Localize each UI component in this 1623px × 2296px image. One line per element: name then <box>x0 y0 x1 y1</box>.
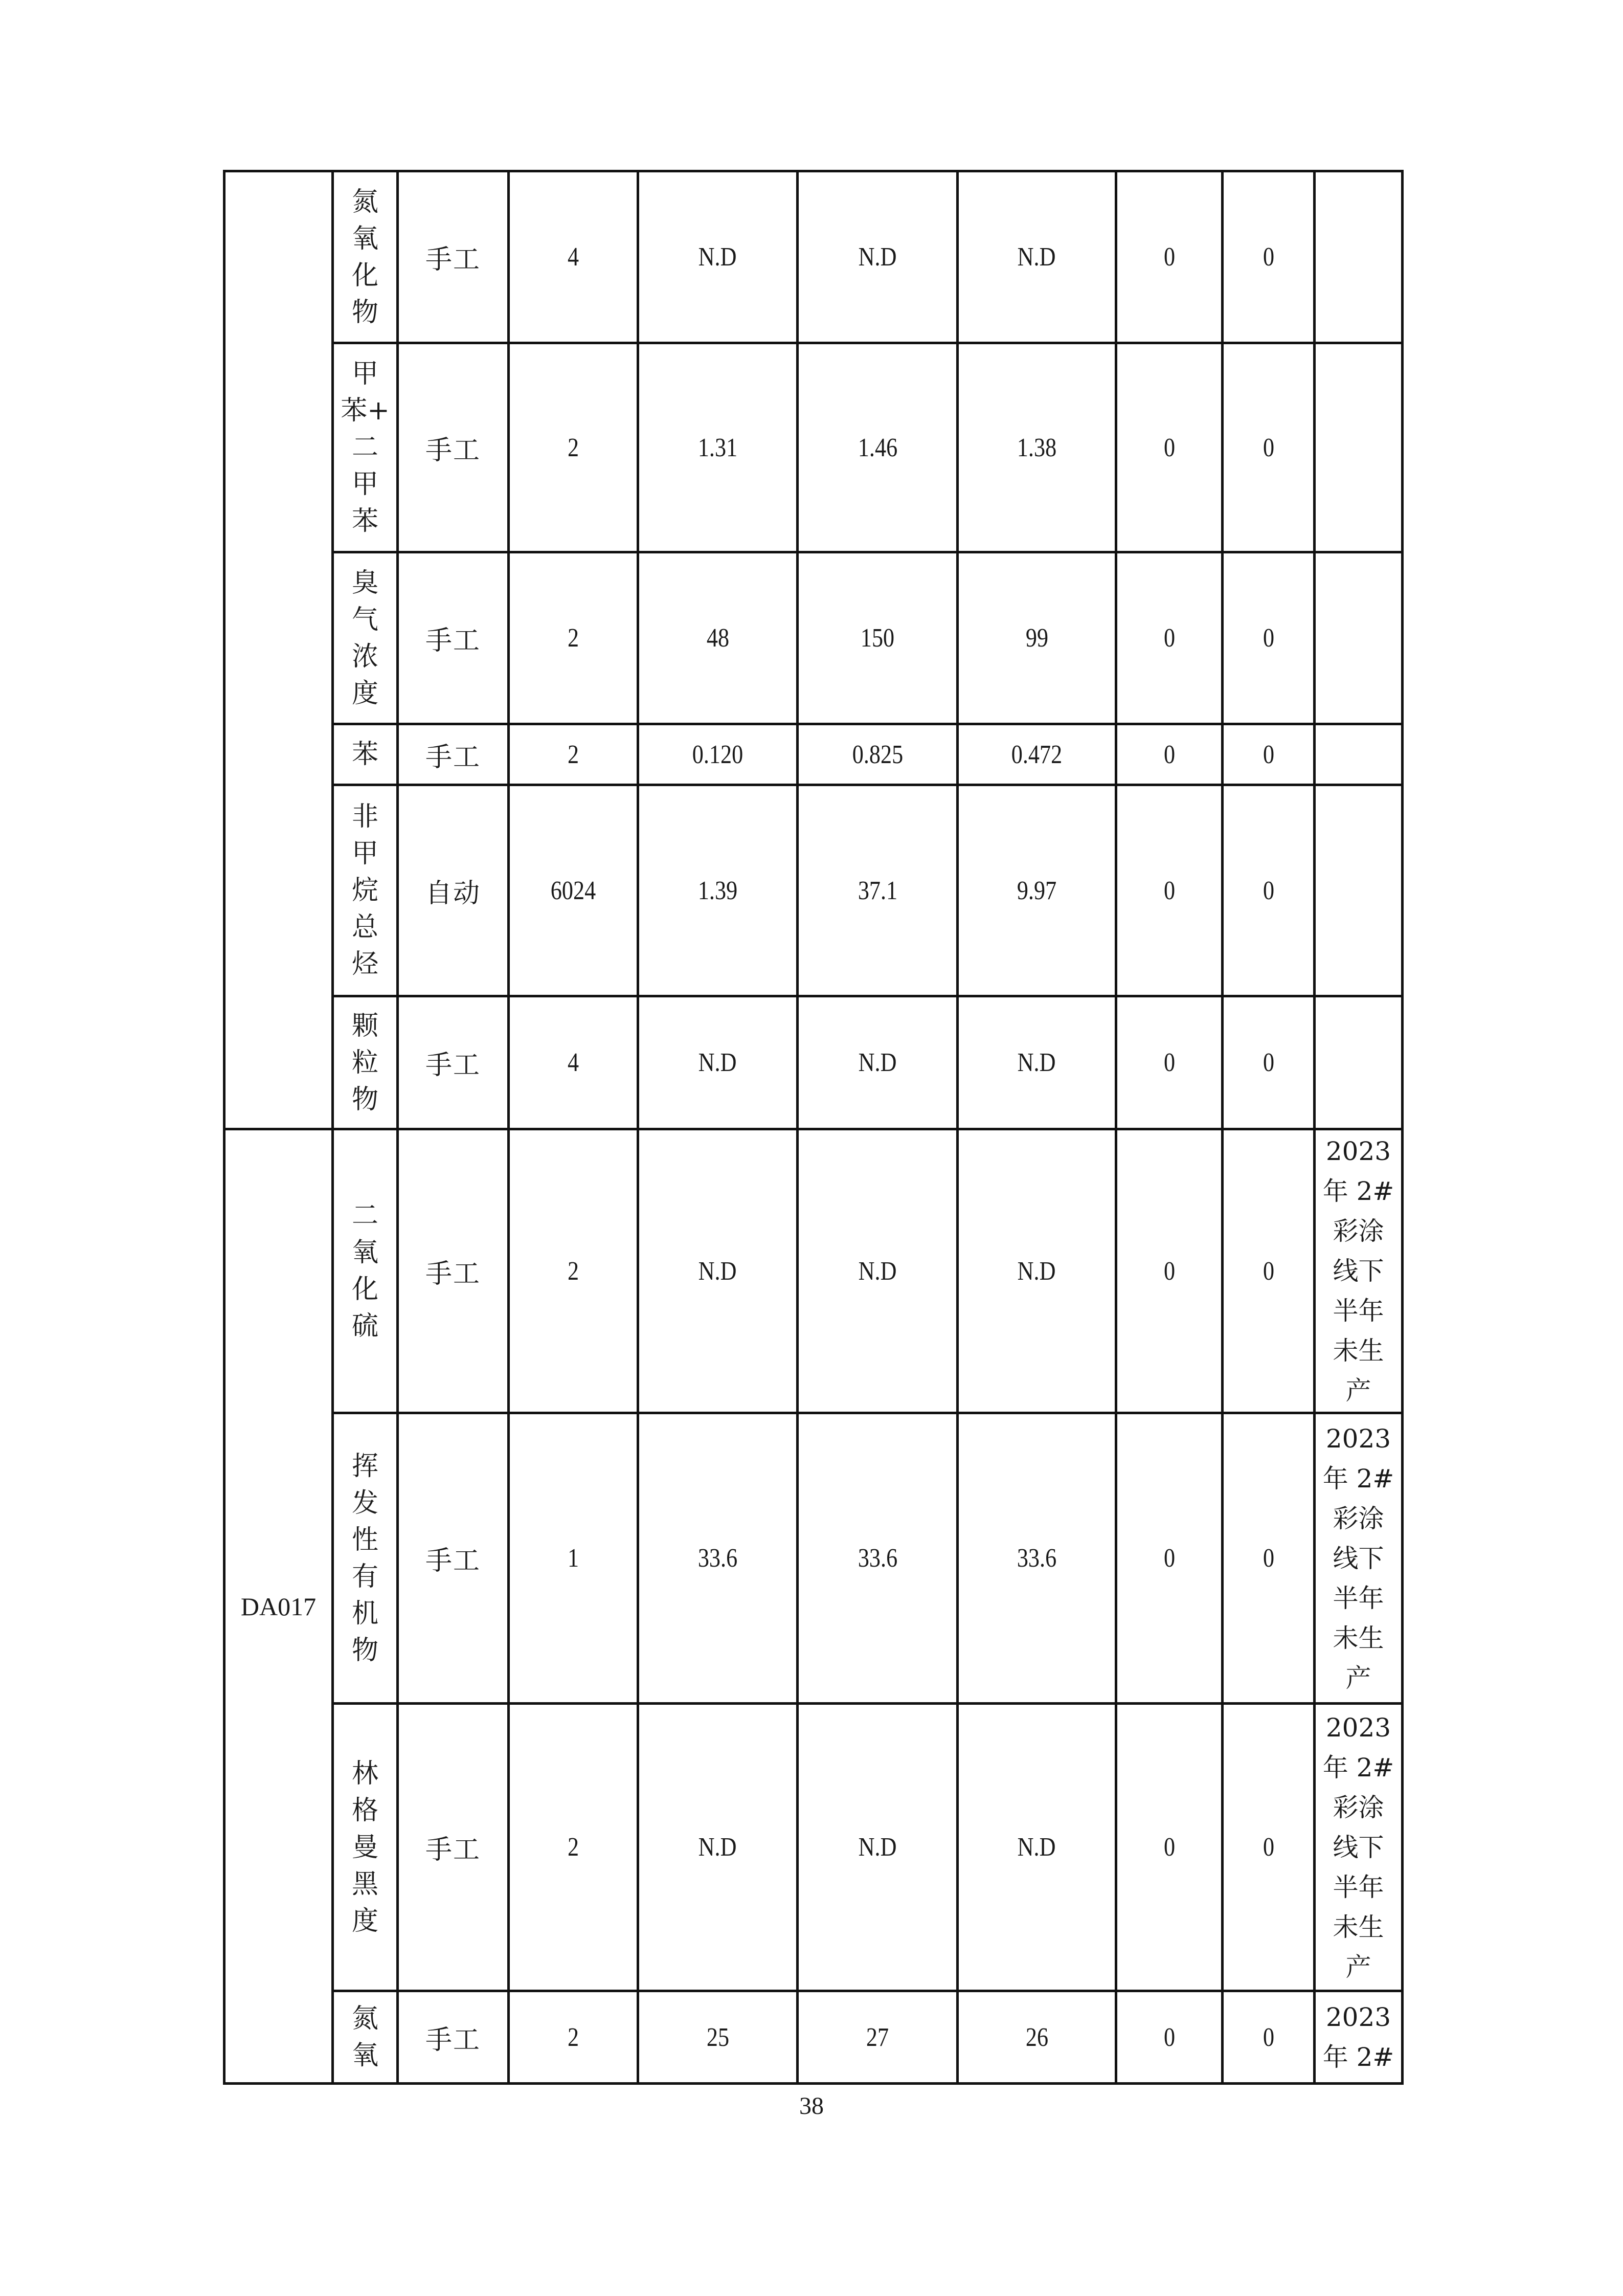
min-value-cell-text: N.D <box>698 1048 737 1077</box>
method-cell <box>398 1704 509 1991</box>
min-value-cell <box>638 785 798 996</box>
pollutant-char: 化 <box>351 1274 378 1305</box>
pollutant-char: 化 <box>351 260 378 291</box>
remark-line: 未生 <box>1333 1336 1384 1366</box>
avg-value-cell <box>958 1129 1116 1413</box>
count-cell-text: 2 <box>567 1833 579 1862</box>
exceed-count-cell <box>1116 343 1223 552</box>
min-value-cell-text: 33.6 <box>697 1544 738 1573</box>
remark-line: 线下 <box>1333 1543 1384 1573</box>
pollutant-char: 林 <box>351 1758 378 1789</box>
pollutant-cell <box>333 724 398 785</box>
min-value-cell-text: 25 <box>706 2022 729 2052</box>
avg-value-cell <box>958 1704 1116 1991</box>
exceed-rate-cell-text: 0 <box>1263 623 1274 653</box>
pollutant-cell <box>333 1991 398 2084</box>
exceed-count-cell-text: 0 <box>1163 623 1175 653</box>
exceed-count-cell <box>1116 1991 1223 2084</box>
exceed-count-cell <box>1116 171 1223 343</box>
min-value-cell <box>638 1991 798 2084</box>
min-value-cell <box>638 724 798 785</box>
table-row <box>224 1129 1403 1413</box>
pollutant-char: 硫 <box>351 1311 378 1342</box>
exceed-count-cell-text: 0 <box>1163 740 1175 769</box>
method-cell-text: 手工 <box>425 1835 481 1865</box>
pollutant-char: 气 <box>351 604 378 635</box>
pollutant-char: 格 <box>351 1795 378 1826</box>
outlet-id-cell: DA017 <box>224 1129 333 2084</box>
pollutant-char: 机 <box>351 1598 378 1629</box>
method-cell <box>398 343 509 552</box>
exceed-count-cell <box>1116 785 1223 996</box>
method-cell <box>398 1991 509 2084</box>
remark-line: 年 2# <box>1322 1752 1394 1782</box>
avg-value-cell-text: 33.6 <box>1017 1544 1057 1573</box>
pollutant-char: 黑 <box>351 1868 378 1900</box>
max-value-cell-text: N.D <box>858 1048 897 1077</box>
remark-cell <box>1315 1991 1403 2084</box>
table-row <box>224 724 1403 785</box>
remark-line: 产 <box>1345 1663 1371 1693</box>
exceed-count-cell <box>1116 1413 1223 1704</box>
exceed-rate-cell-text: 0 <box>1263 1544 1274 1573</box>
count-cell-text: 4 <box>567 1048 579 1077</box>
method-cell <box>398 552 509 724</box>
remark-line: 年 2# <box>1322 2042 1394 2072</box>
pollutant-char: 总 <box>351 912 378 943</box>
count-cell-text: 2 <box>567 1256 579 1286</box>
exceed-rate-cell-text: 0 <box>1263 433 1274 462</box>
pollutant-char: 氧 <box>351 223 378 254</box>
count-cell <box>509 1704 638 1991</box>
table-row <box>224 552 1403 724</box>
method-cell <box>398 724 509 785</box>
count-cell <box>509 1413 638 1704</box>
exceed-count-cell-text: 0 <box>1163 876 1175 905</box>
remark-line: 年 2# <box>1322 1463 1394 1493</box>
max-value-cell-text: 27 <box>866 2022 889 2052</box>
pollutant-char: 二 <box>351 1200 378 1231</box>
max-value-cell <box>798 1413 958 1704</box>
pollutant-cell <box>333 1413 398 1704</box>
min-value-cell <box>638 552 798 724</box>
count-cell <box>509 171 638 343</box>
outlet-id-cell <box>224 171 333 1129</box>
exceed-rate-cell-text: 0 <box>1263 740 1274 769</box>
pollutant-char: 物 <box>351 1635 378 1666</box>
method-cell-text: 手工 <box>425 435 481 466</box>
exceed-rate-cell <box>1223 171 1315 343</box>
pollutant-char: 烷 <box>351 875 378 906</box>
avg-value-cell-text: N.D <box>1018 1256 1056 1286</box>
min-value-cell-text: N.D <box>698 1833 737 1862</box>
pollutant-char: 臭 <box>351 567 378 598</box>
count-cell-text: 2 <box>567 740 579 769</box>
max-value-cell-text: 150 <box>860 623 895 653</box>
count-cell-text: 6024 <box>550 876 596 905</box>
remark-cell <box>1315 785 1403 996</box>
avg-value-cell-text: 0.472 <box>1011 740 1063 769</box>
pollutant-char: 粒 <box>351 1047 378 1078</box>
avg-value-cell <box>958 996 1116 1129</box>
exceed-rate-cell-text: 0 <box>1263 1256 1274 1286</box>
min-value-cell-text: N.D <box>698 242 737 272</box>
method-cell-text: 手工 <box>425 1050 481 1081</box>
min-value-cell <box>638 343 798 552</box>
max-value-cell-text: 37.1 <box>858 876 897 905</box>
min-value-cell-text: 0.120 <box>692 740 743 769</box>
count-cell-text: 1 <box>567 1544 579 1573</box>
exceed-count-cell-text: 0 <box>1163 1256 1175 1286</box>
remark-cell <box>1315 1704 1403 1991</box>
table-row <box>224 1413 1403 1704</box>
method-cell <box>398 1129 509 1413</box>
exceed-rate-cell <box>1223 1704 1315 1991</box>
pollutant-char: 性 <box>351 1524 378 1555</box>
max-value-cell-text: N.D <box>858 1256 897 1286</box>
min-value-cell-text: 48 <box>706 623 729 653</box>
exceed-rate-cell <box>1223 1991 1315 2084</box>
avg-value-cell <box>958 343 1116 552</box>
pollutant-char: 曼 <box>351 1832 378 1863</box>
table-row <box>224 785 1403 996</box>
max-value-cell-text: N.D <box>858 242 897 272</box>
avg-value-cell-text: N.D <box>1018 1833 1056 1862</box>
method-cell-text: 手工 <box>425 1258 481 1289</box>
max-value-cell-text: 33.6 <box>858 1544 897 1573</box>
exceed-rate-cell-text: 0 <box>1263 2022 1274 2052</box>
remark-cell <box>1315 343 1403 552</box>
remark-line: 产 <box>1345 1376 1371 1406</box>
count-cell <box>509 1129 638 1413</box>
remark-line: 彩涂 <box>1333 1792 1384 1822</box>
pollutant-char: 挥 <box>351 1451 378 1482</box>
max-value-cell <box>798 1129 958 1413</box>
table-row <box>224 996 1403 1129</box>
pollutant-char: 浓 <box>351 641 378 672</box>
exceed-rate-cell <box>1223 724 1315 785</box>
remark-cell <box>1315 171 1403 343</box>
exceed-rate-cell-text: 0 <box>1263 1833 1274 1862</box>
count-cell <box>509 552 638 724</box>
remark-line: 未生 <box>1333 1912 1384 1942</box>
count-cell <box>509 785 638 996</box>
remark-line: 2023 <box>1325 1136 1391 1166</box>
exceed-rate-cell <box>1223 343 1315 552</box>
exceed-rate-cell <box>1223 552 1315 724</box>
pollutant-char: 氮 <box>351 2003 378 2034</box>
method-cell-text: 手工 <box>425 626 481 656</box>
exceed-rate-cell <box>1223 1129 1315 1413</box>
remark-line: 2023 <box>1325 1712 1391 1743</box>
exceed-count-cell <box>1116 724 1223 785</box>
pollutant-cell <box>333 552 398 724</box>
exceed-count-cell-text: 0 <box>1163 242 1175 272</box>
pollutant-char: 度 <box>351 678 378 709</box>
method-cell-text: 自动 <box>425 878 481 909</box>
max-value-cell-text: 1.46 <box>858 433 897 462</box>
exceed-rate-cell-text: 0 <box>1263 242 1274 272</box>
method-cell-text: 手工 <box>425 2024 481 2056</box>
exceed-count-cell-text: 0 <box>1163 2022 1175 2052</box>
min-value-cell <box>638 1704 798 1991</box>
avg-value-cell-text: N.D <box>1018 242 1056 272</box>
avg-value-cell-text: 26 <box>1025 2022 1048 2052</box>
pollutant-char: 颗 <box>351 1010 378 1041</box>
exceed-count-cell <box>1116 1704 1223 1991</box>
avg-value-cell-text: 1.38 <box>1017 433 1057 462</box>
pollutant-char: 物 <box>351 297 378 328</box>
max-value-cell-text: N.D <box>858 1833 897 1862</box>
count-cell <box>509 724 638 785</box>
pollutant-char: 苯+ <box>341 395 390 426</box>
pollutant-char: 非 <box>351 801 378 832</box>
count-cell-text: 2 <box>567 623 579 653</box>
table-row <box>224 1704 1403 1991</box>
pollutant-char: 氮 <box>351 186 378 217</box>
avg-value-cell <box>958 724 1116 785</box>
max-value-cell <box>798 552 958 724</box>
pollutant-char: 度 <box>351 1905 378 1936</box>
avg-value-cell <box>958 1413 1116 1704</box>
exceed-count-cell-text: 0 <box>1163 1544 1175 1573</box>
remark-line: 线下 <box>1333 1256 1384 1286</box>
max-value-cell <box>798 171 958 343</box>
remark-cell <box>1315 1129 1403 1413</box>
pollutant-char: 物 <box>351 1084 378 1115</box>
remark-line: 2023 <box>1325 2002 1391 2032</box>
pollutant-cell <box>333 1129 398 1413</box>
max-value-cell <box>798 724 958 785</box>
avg-value-cell-text: 9.97 <box>1017 876 1057 905</box>
min-value-cell <box>638 1129 798 1413</box>
max-value-cell-text: 0.825 <box>852 740 903 769</box>
table-row <box>224 171 1403 343</box>
avg-value-cell <box>958 1991 1116 2084</box>
pollutant-cell <box>333 343 398 552</box>
max-value-cell <box>798 996 958 1129</box>
method-cell <box>398 1413 509 1704</box>
remark-cell <box>1315 1413 1403 1704</box>
exceed-rate-cell <box>1223 785 1315 996</box>
min-value-cell-text: 1.39 <box>697 876 738 905</box>
exceed-count-cell-text: 0 <box>1163 1048 1175 1077</box>
max-value-cell <box>798 1991 958 2084</box>
count-cell-text: 2 <box>567 433 579 462</box>
pollutant-char: 发 <box>351 1487 378 1519</box>
count-cell <box>509 1991 638 2084</box>
min-value-cell <box>638 171 798 343</box>
method-cell-text: 手工 <box>425 1546 481 1576</box>
pollutant-char: 烃 <box>351 949 378 979</box>
min-value-cell <box>638 1413 798 1704</box>
exceed-rate-cell <box>1223 1413 1315 1704</box>
remark-cell <box>1315 724 1403 785</box>
remark-line: 半年 <box>1333 1872 1384 1902</box>
remark-line: 彩涂 <box>1333 1503 1384 1533</box>
count-cell-text: 4 <box>567 242 579 272</box>
exceed-rate-cell-text: 0 <box>1263 1048 1274 1077</box>
method-cell-text: 手工 <box>425 742 481 773</box>
pollutant-char: 二 <box>351 432 378 463</box>
pollutant-char: 氧 <box>351 1237 378 1268</box>
remark-line: 半年 <box>1333 1583 1384 1613</box>
avg-value-cell <box>958 785 1116 996</box>
pollutant-char: 苯 <box>351 506 378 537</box>
pollutant-char: 有 <box>351 1561 378 1592</box>
pollutant-char: 氧 <box>351 2040 378 2071</box>
exceed-rate-cell <box>1223 996 1315 1129</box>
exceed-count-cell-text: 0 <box>1163 433 1175 462</box>
max-value-cell <box>798 1704 958 1991</box>
min-value-cell-text: N.D <box>698 1256 737 1286</box>
remark-line: 产 <box>1345 1952 1371 1982</box>
exceed-count-cell <box>1116 1129 1223 1413</box>
count-cell-text: 2 <box>567 2022 579 2052</box>
monitoring-results-table <box>223 170 1404 2085</box>
exceed-count-cell-text: 0 <box>1163 1833 1175 1862</box>
remark-line: 线下 <box>1333 1832 1384 1862</box>
pollutant-char: 甲 <box>351 838 378 869</box>
pollutant-cell <box>333 785 398 996</box>
count-cell <box>509 996 638 1129</box>
pollutant-cell <box>333 996 398 1129</box>
pollutant-cell <box>333 171 398 343</box>
pollutant-char: 甲 <box>351 359 378 389</box>
min-value-cell <box>638 996 798 1129</box>
pollutant-char: 苯 <box>351 739 378 770</box>
remark-line: 2023 <box>1325 1423 1391 1454</box>
pollutant-cell <box>333 1704 398 1991</box>
exceed-count-cell <box>1116 552 1223 724</box>
exceed-count-cell <box>1116 996 1223 1129</box>
method-cell <box>398 171 509 343</box>
min-value-cell-text: 1.31 <box>697 433 738 462</box>
table-row <box>224 1991 1403 2084</box>
method-cell <box>398 996 509 1129</box>
avg-value-cell-text: N.D <box>1018 1048 1056 1077</box>
exceed-rate-cell-text: 0 <box>1263 876 1274 905</box>
avg-value-cell <box>958 171 1116 343</box>
method-cell-text: 手工 <box>425 244 481 275</box>
remark-line: 年 2# <box>1322 1176 1394 1206</box>
page-number: 38 <box>799 2092 824 2120</box>
avg-value-cell <box>958 552 1116 724</box>
remark-line: 半年 <box>1333 1296 1384 1326</box>
max-value-cell <box>798 343 958 552</box>
count-cell <box>509 343 638 552</box>
table-row <box>224 343 1403 552</box>
pollutant-char: 甲 <box>351 469 378 500</box>
remark-line: 彩涂 <box>1333 1216 1384 1246</box>
avg-value-cell-text: 99 <box>1025 623 1048 653</box>
method-cell <box>398 785 509 996</box>
remark-line: 未生 <box>1333 1623 1384 1653</box>
max-value-cell <box>798 785 958 996</box>
remark-cell <box>1315 996 1403 1129</box>
remark-cell <box>1315 552 1403 724</box>
